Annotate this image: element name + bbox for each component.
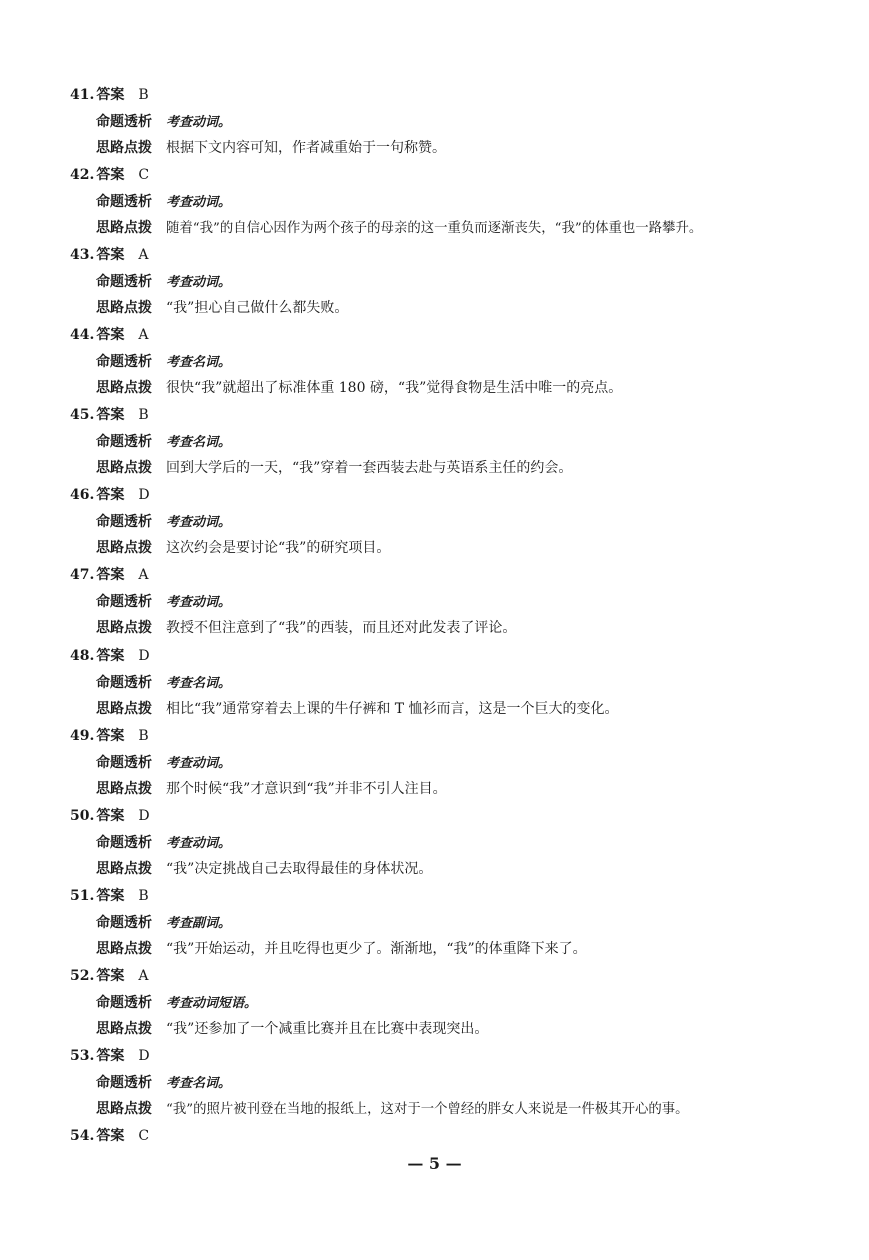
- answer-line: [70, 885, 149, 907]
- hint-label: 思路点拨: [96, 861, 152, 878]
- hint-label: 思路点拨: [96, 140, 152, 157]
- analysis-label: 命题透析: [96, 674, 152, 691]
- hint-line: [96, 858, 432, 880]
- hint-text: “我”的照片被刊登在当地的报纸上，这对于一个曾经的胖女人来说是一件极其开心的事。: [166, 1102, 689, 1118]
- question-number: 42.: [70, 167, 95, 183]
- question-number: 49.: [70, 728, 95, 744]
- answer-letter: D: [138, 487, 150, 503]
- answer-label: 答案: [96, 1128, 125, 1144]
- hint-text: 这次约会是要讨论“我”的研究项目。: [166, 540, 391, 557]
- answer-line: [70, 1125, 149, 1147]
- question-number: 54.: [70, 1128, 95, 1144]
- answer-line: [70, 725, 149, 747]
- answer-line: [70, 324, 148, 346]
- hint-text: 相比“我”通常穿着去上课的牛仔裤和 T 恤衫而言，这是一个巨大的变化。: [166, 701, 619, 718]
- hint-line: [96, 377, 622, 399]
- hint-label: 思路点拨: [96, 220, 152, 237]
- answer-label: 答案: [96, 167, 125, 183]
- answer-label: 答案: [96, 968, 125, 984]
- analysis-text: 考查名词。: [166, 434, 232, 450]
- hint-line: [96, 1018, 488, 1040]
- hint-text: “我”担心自己做什么都失败。: [166, 300, 349, 317]
- analysis-line: [96, 591, 231, 613]
- analysis-label: 命题透析: [96, 593, 152, 610]
- question-number: 46.: [70, 487, 95, 503]
- analysis-text: 考查动词。: [166, 514, 232, 530]
- analysis-line: [96, 752, 231, 774]
- hint-text: “我”开始运动，并且吃得也更少了。渐渐地，“我”的体重降下来了。: [166, 941, 587, 958]
- analysis-label: 命题透析: [96, 1074, 152, 1091]
- analysis-line: [96, 832, 231, 854]
- answer-letter: A: [138, 567, 149, 583]
- question-number: 51.: [70, 888, 95, 904]
- answer-line: [70, 484, 150, 506]
- analysis-line: [96, 431, 231, 453]
- hint-text: “我”决定挑战自己去取得最佳的身体状况。: [166, 861, 433, 878]
- hint-text: “我”还参加了一个减重比赛并且在比赛中表现突出。: [166, 1021, 489, 1038]
- hint-line: [96, 137, 446, 159]
- analysis-label: 命题透析: [96, 914, 152, 931]
- question-number: 52.: [70, 968, 95, 984]
- hint-line: [96, 537, 390, 559]
- question-number: 50.: [70, 808, 95, 824]
- question-number: 44.: [70, 327, 95, 343]
- answer-label: 答案: [96, 327, 125, 343]
- answer-letter: B: [138, 407, 149, 423]
- page-number: — 5 —: [407, 1154, 462, 1173]
- question-number: 43.: [70, 247, 95, 263]
- answer-label: 答案: [96, 728, 125, 744]
- answer-letter: A: [138, 968, 149, 984]
- answer-label: 答案: [96, 808, 125, 824]
- answer-letter: B: [138, 888, 149, 904]
- answer-letter: D: [138, 808, 150, 824]
- hint-line: [96, 457, 572, 479]
- hint-text: 那个时候“我”才意识到“我”并非不引人注目。: [166, 781, 447, 798]
- analysis-text: 考查动词。: [166, 114, 232, 130]
- hint-label: 思路点拨: [96, 620, 152, 637]
- analysis-text: 考查动词短语。: [166, 995, 258, 1011]
- analysis-label: 命题透析: [96, 273, 152, 290]
- hint-line: [96, 1098, 689, 1120]
- analysis-label: 命题透析: [96, 113, 152, 130]
- question-number: 48.: [70, 648, 95, 664]
- analysis-label: 命题透析: [96, 513, 152, 530]
- hint-label: 思路点拨: [96, 540, 152, 557]
- answer-label: 答案: [96, 247, 125, 263]
- answer-label: 答案: [96, 888, 125, 904]
- answer-letter: D: [138, 648, 150, 664]
- hint-label: 思路点拨: [96, 1021, 152, 1038]
- analysis-text: 考查动词。: [166, 274, 232, 290]
- answer-line: [70, 84, 149, 106]
- analysis-line: [96, 1072, 231, 1094]
- question-number: 45.: [70, 407, 95, 423]
- answer-line: [70, 645, 150, 667]
- question-number: 53.: [70, 1048, 95, 1064]
- analysis-line: [96, 912, 231, 934]
- answer-label: 答案: [96, 648, 125, 664]
- analysis-text: 考查副词。: [166, 915, 232, 931]
- answer-line: [70, 1045, 150, 1067]
- answer-letter: A: [138, 327, 149, 343]
- answer-line: [70, 564, 148, 586]
- answer-label: 答案: [96, 567, 125, 583]
- analysis-line: [96, 672, 231, 694]
- answer-line: [70, 965, 148, 987]
- hint-label: 思路点拨: [96, 380, 152, 397]
- question-number: 47.: [70, 567, 95, 583]
- analysis-line: [96, 351, 231, 373]
- hint-label: 思路点拨: [96, 781, 152, 798]
- analysis-label: 命题透析: [96, 754, 152, 771]
- hint-text: 根据下文内容可知，作者减重始于一句称赞。: [166, 140, 446, 157]
- answer-letter: C: [138, 167, 150, 183]
- analysis-text: 考查名词。: [166, 1075, 232, 1091]
- answer-letter: B: [138, 87, 149, 103]
- answer-label: 答案: [96, 87, 125, 103]
- analysis-text: 考查动词。: [166, 594, 232, 610]
- hint-line: [96, 698, 619, 720]
- answer-letter: A: [138, 247, 149, 263]
- answer-letter: D: [138, 1048, 150, 1064]
- analysis-line: [96, 992, 257, 1014]
- answer-letter: B: [138, 728, 149, 744]
- answer-label: 答案: [96, 407, 125, 423]
- analysis-text: 考查名词。: [166, 675, 232, 691]
- analysis-label: 命题透析: [96, 994, 152, 1011]
- analysis-label: 命题透析: [96, 433, 152, 450]
- hint-text: 教授不但注意到了“我”的西装，而且还对此发表了评论。: [166, 620, 517, 637]
- answer-label: 答案: [96, 1048, 125, 1064]
- analysis-label: 命题透析: [96, 353, 152, 370]
- analysis-line: [96, 191, 231, 213]
- answer-letter: C: [138, 1128, 150, 1144]
- hint-line: [96, 217, 702, 239]
- analysis-label: 命题透析: [96, 193, 152, 210]
- hint-text: 很快“我”就超出了标准体重 180 磅，“我”觉得食物是生活中唯一的亮点。: [166, 380, 623, 397]
- answer-label: 答案: [96, 487, 125, 503]
- hint-line: [96, 938, 587, 960]
- analysis-line: [96, 511, 231, 533]
- hint-line: [96, 617, 516, 639]
- answer-line: [70, 244, 148, 266]
- analysis-label: 命题透析: [96, 834, 152, 851]
- question-number: 41.: [70, 87, 95, 103]
- hint-label: 思路点拨: [96, 941, 152, 958]
- hint-line: [96, 778, 447, 800]
- analysis-line: [96, 111, 231, 133]
- hint-label: 思路点拨: [96, 701, 152, 718]
- hint-text: 回到大学后的一天，“我”穿着一套西装去赴与英语系主任的约会。: [166, 460, 573, 477]
- analysis-text: 考查动词。: [166, 835, 232, 851]
- analysis-text: 考查动词。: [166, 755, 232, 771]
- answer-line: [70, 164, 149, 186]
- analysis-text: 考查名词。: [166, 354, 232, 370]
- analysis-line: [96, 271, 231, 293]
- answer-line: [70, 404, 149, 426]
- answer-line: [70, 805, 150, 827]
- analysis-text: 考查动词。: [166, 194, 232, 210]
- hint-label: 思路点拨: [96, 460, 152, 477]
- hint-label: 思路点拨: [96, 300, 152, 317]
- hint-label: 思路点拨: [96, 1101, 152, 1118]
- hint-line: [96, 297, 348, 319]
- hint-text: 随着“我”的自信心因作为两个孩子的母亲的这一重负而逐渐丧失，“我”的体重也一路攀升。: [166, 221, 703, 237]
